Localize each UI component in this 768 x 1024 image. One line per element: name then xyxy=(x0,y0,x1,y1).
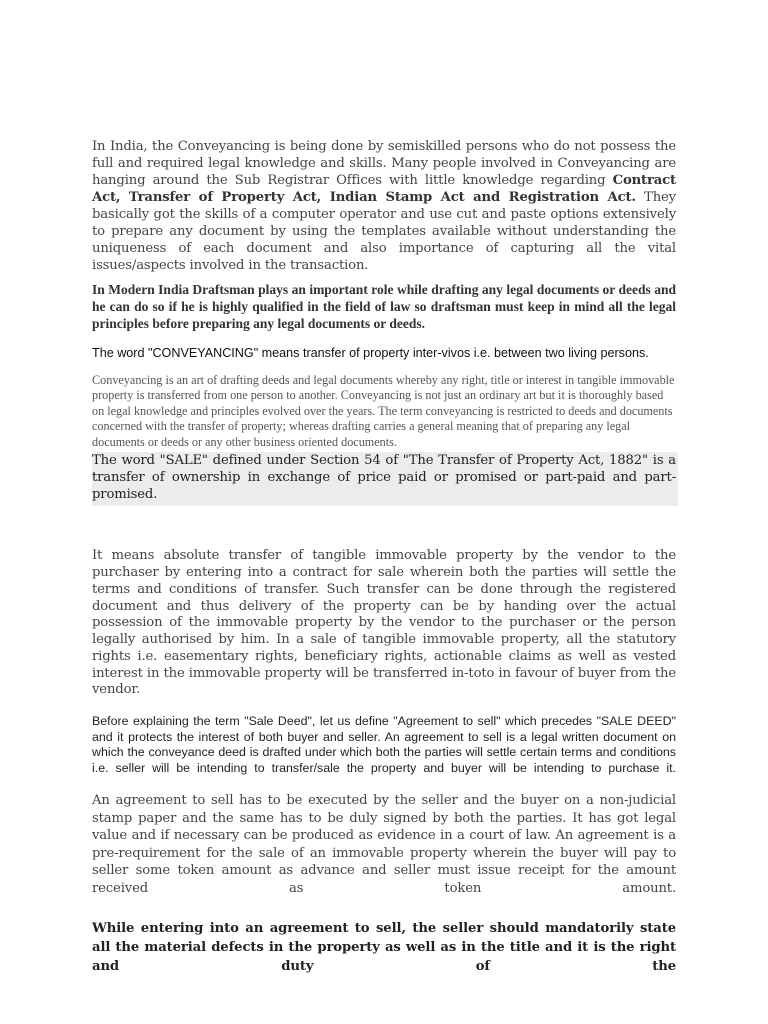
paragraph-conveyancing-india xyxy=(92,138,676,274)
paragraph-absolute-transfer: It means absolute transfer of tangible immovable property by the vendor to the purchaser by entering into a contract for sale wherein both the parties will settle the terms and conditions of transfer. Such transfer can be done through the registered document and thus delivery of the property can be by handing over the actual possession of the immovable property by the vendor to the purchaser or the person legally authorised by him. In a sale of tangible immovable property, all the statutory rights i.e. easementary rights, beneficiary rights, actionable claims as well as vested interest in the immovable property will be transferred in-toto in favour of buyer from the vendor. xyxy=(92,548,676,698)
paragraph-agreement-execution: An agreement to sell has to be executed by the seller and the buyer on a non-judicial stamp paper and the same has to be duly signed by both the parties. It has got legal value and if necessary can be produced as evidence in a court of law. An agreement is a pre-requirement for the sale of an immovable property wherein the buyer will pay to seller some token amount as advance and seller must issue receipt for the amount received as token amount. xyxy=(92,793,676,896)
paragraph-text: In India, the Conveyancing is being done by semiskilled persons who do not possess the full and required legal knowledge and skills. Many people involved in Conveyancing are hanging around the Sub Registrar Offices with little knowledge regarding xyxy=(92,139,676,188)
document-page xyxy=(92,138,676,976)
paragraph-sale-definition: The word "SALE" defined under Section 54 of "The Transfer of Property Act, 1882" is a transfer of ownership in exchange of price paid or promised or part-paid and part-promised. xyxy=(92,452,678,506)
paragraph-conveyancing-art: Conveyancing is an art of drafting deeds and legal documents whereby any right, title or interest in tangible immovable property is transferred from one person to another. Conveyancing is not just an ordinary art but it is thoroughly based on legal knowledge and principles evolved over the years. The term conveyancing is restricted to deeds and documents concerned with the transfer of property; whereas drafting carries a general meaning that of preparing any legal documents or deeds or any other business oriented documents. xyxy=(92,372,675,449)
paragraph-bold-acts: Contract Act, Transfer of Property Act, Indian Stamp Act and Registration Act. xyxy=(92,173,676,205)
paragraph-text: They basically got the skills of a computer operator and use cut and paste options extensively to prepare any document by using the templates available without understanding the uniqueness of each document and also importance of capturing all the vital issues/aspects involved in the transaction. xyxy=(92,190,676,273)
paragraph-agreement-to-sell: Before explaining the term "Sale Deed", let us define "Agreement to sell" which precedes "SALE DEED" and it protects the interest of both buyer and seller. An agreement to sell is a legal written document on which the conveyance deed is drafted under which both the parties will settle certain terms and conditions i.e. seller will be intending to transfer/sale the property and buyer will be intending to purchase it. xyxy=(92,714,676,775)
paragraph-conveyancing-definition: The word "CONVEYANCING" means transfer of property inter-vivos i.e. between two living persons. xyxy=(92,345,649,360)
paragraph-draftsman: In Modern India Draftsman plays an important role while drafting any legal documents or deeds and he can do so if he is highly qualified in the field of law so draftsman must keep in mind all the legal principles before preparing any legal documents or deeds. xyxy=(92,282,676,332)
paragraph-material-defects: While entering into an agreement to sell, the seller should mandatorily state all the material defects in the property as well as in the title and it is the right and duty of the xyxy=(92,921,676,975)
